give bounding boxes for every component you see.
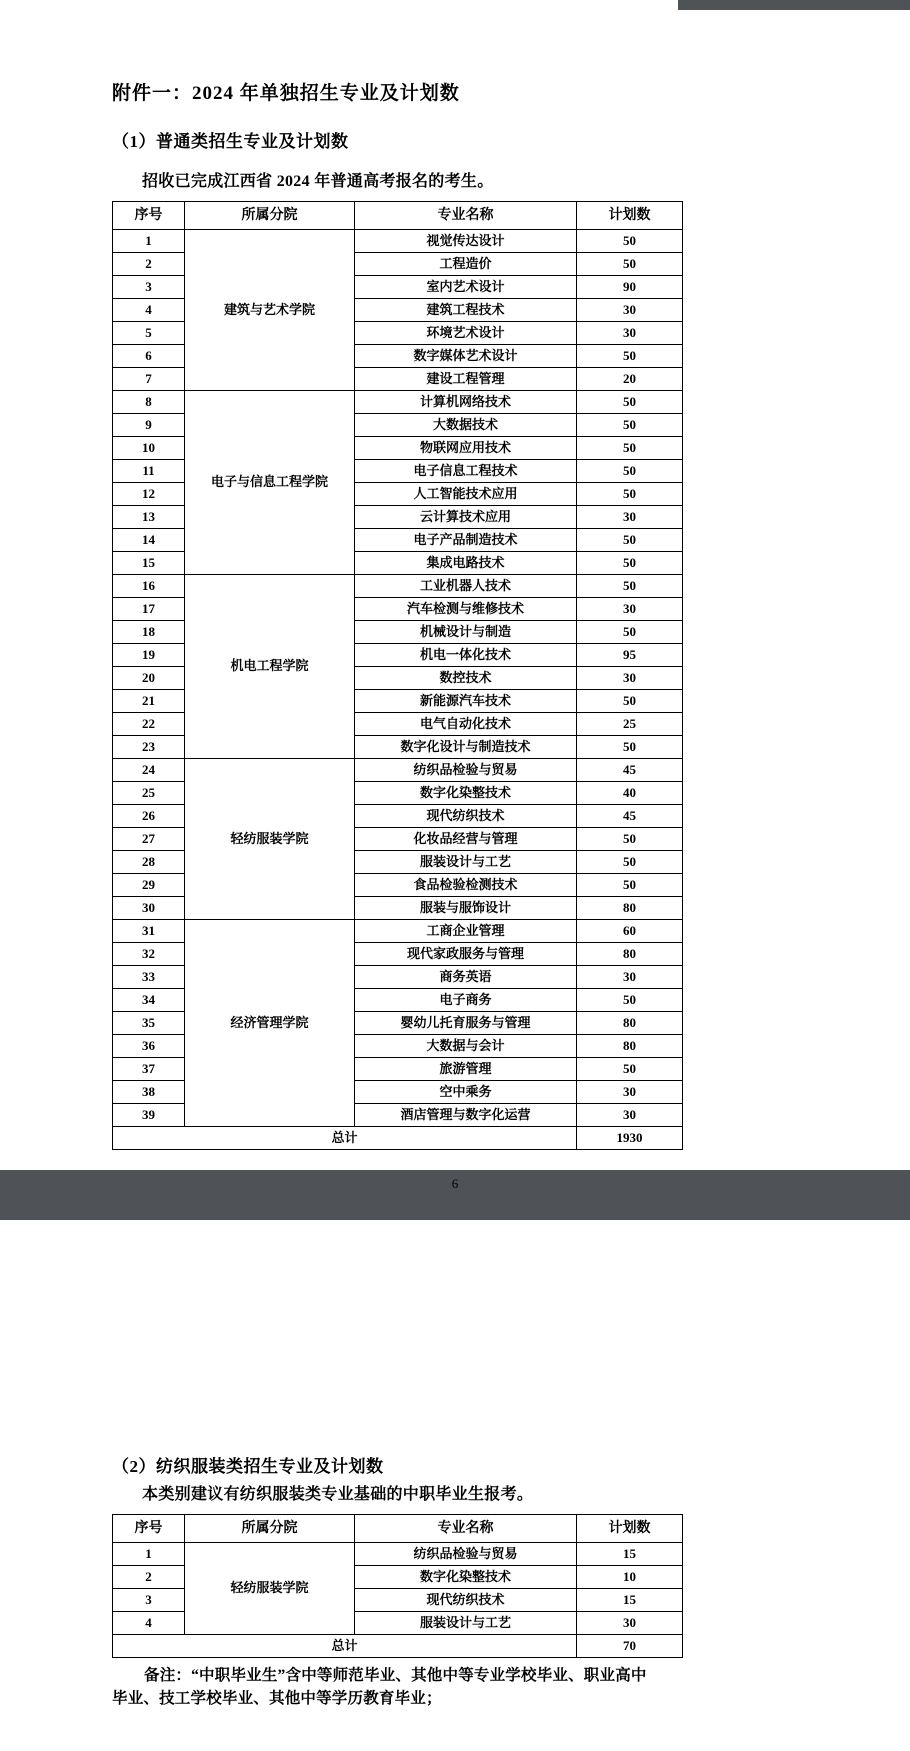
cell-plan: 25 [577,713,683,736]
cell-plan: 30 [577,506,683,529]
column-header-no: 序号 [113,1515,185,1543]
cell-no: 4 [113,1612,185,1635]
cell-plan: 15 [577,1589,683,1612]
cell-no: 25 [113,782,185,805]
cell-major: 电子商务 [355,989,577,1012]
cell-plan: 30 [577,299,683,322]
table-header-row [113,202,683,230]
page-top-right-bar [678,0,910,10]
cell-no: 17 [113,598,185,621]
cell-dept: 经济管理学院 [185,920,355,1127]
cell-major: 现代纺织技术 [355,1589,577,1612]
table-header-row [113,1515,683,1543]
cell-major: 现代家政服务与管理 [355,943,577,966]
page-two-top-spacer [112,1220,798,1430]
cell-major: 食品检验检测技术 [355,874,577,897]
cell-no: 1 [113,1543,185,1566]
cell-major: 纺织品检验与贸易 [355,1543,577,1566]
cell-plan: 40 [577,782,683,805]
column-header-major: 专业名称 [355,202,577,230]
cell-plan: 50 [577,621,683,644]
cell-no: 30 [113,897,185,920]
column-header-plan: 计划数 [577,202,683,230]
cell-major: 数字化染整技术 [355,1566,577,1589]
cell-plan: 50 [577,736,683,759]
cell-plan: 50 [577,460,683,483]
cell-major: 工程造价 [355,253,577,276]
cell-plan: 90 [577,276,683,299]
table-row [113,391,683,414]
cell-no: 31 [113,920,185,943]
cell-plan: 30 [577,1081,683,1104]
cell-no: 34 [113,989,185,1012]
table-total-row [113,1635,683,1658]
cell-no: 15 [113,552,185,575]
cell-major: 数字化设计与制造技术 [355,736,577,759]
cell-no: 35 [113,1012,185,1035]
cell-no: 1 [113,230,185,253]
cell-plan: 50 [577,483,683,506]
cell-major: 电气自动化技术 [355,713,577,736]
cell-major: 计算机网络技术 [355,391,577,414]
cell-major: 工业机器人技术 [355,575,577,598]
table-row [113,575,683,598]
cell-no: 18 [113,621,185,644]
cell-no: 8 [113,391,185,414]
cell-major: 数控技术 [355,667,577,690]
cell-no: 28 [113,851,185,874]
cell-major: 云计算技术应用 [355,506,577,529]
textile-admission-plan-table [112,1514,683,1658]
section-two-heading: （2）纺织服装类招生专业及计划数 [112,1457,384,1476]
cell-no: 39 [113,1104,185,1127]
cell-plan: 30 [577,966,683,989]
total-value: 1930 [577,1127,683,1150]
page-number: 6 [451,1176,459,1191]
cell-dept: 轻纺服装学院 [185,1543,355,1635]
cell-no: 29 [113,874,185,897]
cell-plan: 95 [577,644,683,667]
cell-major: 集成电路技术 [355,552,577,575]
cell-plan: 50 [577,414,683,437]
cell-no: 26 [113,805,185,828]
cell-plan: 60 [577,920,683,943]
cell-plan: 80 [577,897,683,920]
cell-dept: 建筑与艺术学院 [185,230,355,391]
section-one-note: 招收已完成江西省 2024 年普通高考报名的考生。 [142,173,494,190]
cell-plan: 50 [577,575,683,598]
cell-no: 19 [113,644,185,667]
cell-no: 9 [113,414,185,437]
table-row [113,920,683,943]
cell-plan: 45 [577,805,683,828]
footnote [112,1658,798,1711]
section-one-heading: （1）普通类招生专业及计划数 [112,132,349,151]
cell-plan: 30 [577,1612,683,1635]
footnote-line-2: 毕业、技工学校毕业、其他中等学历教育毕业； [112,1690,442,1708]
column-header-no: 序号 [113,202,185,230]
cell-plan: 50 [577,230,683,253]
cell-plan: 30 [577,1104,683,1127]
cell-plan: 50 [577,253,683,276]
cell-major: 建筑工程技术 [355,299,577,322]
cell-plan: 20 [577,368,683,391]
cell-major: 新能源汽车技术 [355,690,577,713]
cell-plan: 50 [577,874,683,897]
cell-no: 2 [113,1566,185,1589]
cell-major: 建设工程管理 [355,368,577,391]
general-admission-plan-table [112,201,683,1150]
cell-major: 商务英语 [355,966,577,989]
cell-no: 27 [113,828,185,851]
cell-no: 10 [113,437,185,460]
cell-no: 11 [113,460,185,483]
cell-major: 化妆品经营与管理 [355,828,577,851]
footnote-line-1: 备注：“中职毕业生”含中等师范毕业、其他中等专业学校毕业、职业高中 [144,1667,647,1684]
cell-major: 室内艺术设计 [355,276,577,299]
cell-major: 纺织品检验与贸易 [355,759,577,782]
cell-plan: 80 [577,1035,683,1058]
page-two-content [0,1220,910,1711]
table-row [113,759,683,782]
cell-major: 物联网应用技术 [355,437,577,460]
cell-major: 汽车检测与维修技术 [355,598,577,621]
cell-no: 32 [113,943,185,966]
cell-major: 现代纺织技术 [355,805,577,828]
cell-major: 人工智能技术应用 [355,483,577,506]
cell-major: 大数据与会计 [355,1035,577,1058]
cell-plan: 50 [577,690,683,713]
cell-no: 36 [113,1035,185,1058]
cell-no: 16 [113,575,185,598]
cell-plan: 50 [577,529,683,552]
cell-major: 服装与服饰设计 [355,897,577,920]
cell-no: 2 [113,253,185,276]
cell-no: 7 [113,368,185,391]
cell-plan: 30 [577,667,683,690]
cell-major: 服装设计与工艺 [355,1612,577,1635]
cell-plan: 80 [577,943,683,966]
cell-major: 酒店管理与数字化运营 [355,1104,577,1127]
cell-plan: 50 [577,552,683,575]
cell-major: 视觉传达设计 [355,230,577,253]
cell-no: 37 [113,1058,185,1081]
cell-dept: 轻纺服装学院 [185,759,355,920]
cell-no: 14 [113,529,185,552]
total-label: 总计 [113,1635,577,1658]
table-row [113,1543,683,1566]
cell-no: 6 [113,345,185,368]
cell-dept: 机电工程学院 [185,575,355,759]
cell-no: 12 [113,483,185,506]
cell-no: 23 [113,736,185,759]
section-two-note: 本类别建议有纺织服装类专业基础的中职毕业生报考。 [142,1486,534,1503]
total-value: 70 [577,1635,683,1658]
cell-plan: 50 [577,437,683,460]
cell-plan: 80 [577,1012,683,1035]
cell-plan: 30 [577,598,683,621]
cell-no: 20 [113,667,185,690]
cell-major: 电子信息工程技术 [355,460,577,483]
cell-major: 旅游管理 [355,1058,577,1081]
cell-no: 3 [113,1589,185,1612]
cell-major: 大数据技术 [355,414,577,437]
column-header-dept: 所属分院 [185,202,355,230]
cell-plan: 10 [577,1566,683,1589]
cell-plan: 50 [577,851,683,874]
cell-plan: 15 [577,1543,683,1566]
cell-no: 38 [113,1081,185,1104]
cell-major: 机械设计与制造 [355,621,577,644]
cell-major: 环境艺术设计 [355,322,577,345]
cell-no: 5 [113,322,185,345]
cell-major: 电子产品制造技术 [355,529,577,552]
cell-plan: 50 [577,391,683,414]
cell-no: 4 [113,299,185,322]
cell-plan: 45 [577,759,683,782]
document-page-two [0,1220,910,1751]
page-title: 附件一：2024 年单独招生专业及计划数 [112,83,460,104]
cell-major: 机电一体化技术 [355,644,577,667]
cell-plan: 50 [577,989,683,1012]
table-total-row [113,1127,683,1150]
cell-plan: 50 [577,1058,683,1081]
cell-plan: 50 [577,828,683,851]
cell-no: 24 [113,759,185,782]
cell-major: 数字化染整技术 [355,782,577,805]
cell-major: 空中乘务 [355,1081,577,1104]
column-header-plan: 计划数 [577,1515,683,1543]
column-header-major: 专业名称 [355,1515,577,1543]
cell-major: 婴幼儿托育服务与管理 [355,1012,577,1035]
cell-plan: 30 [577,322,683,345]
total-label: 总计 [113,1127,577,1150]
cell-dept: 电子与信息工程学院 [185,391,355,575]
cell-no: 21 [113,690,185,713]
cell-major: 数字媒体艺术设计 [355,345,577,368]
cell-no: 3 [113,276,185,299]
cell-no: 33 [113,966,185,989]
cell-major: 工商企业管理 [355,920,577,943]
cell-major: 服装设计与工艺 [355,851,577,874]
cell-plan: 50 [577,345,683,368]
column-header-dept: 所属分院 [185,1515,355,1543]
cell-no: 13 [113,506,185,529]
cell-no: 22 [113,713,185,736]
table-row [113,230,683,253]
